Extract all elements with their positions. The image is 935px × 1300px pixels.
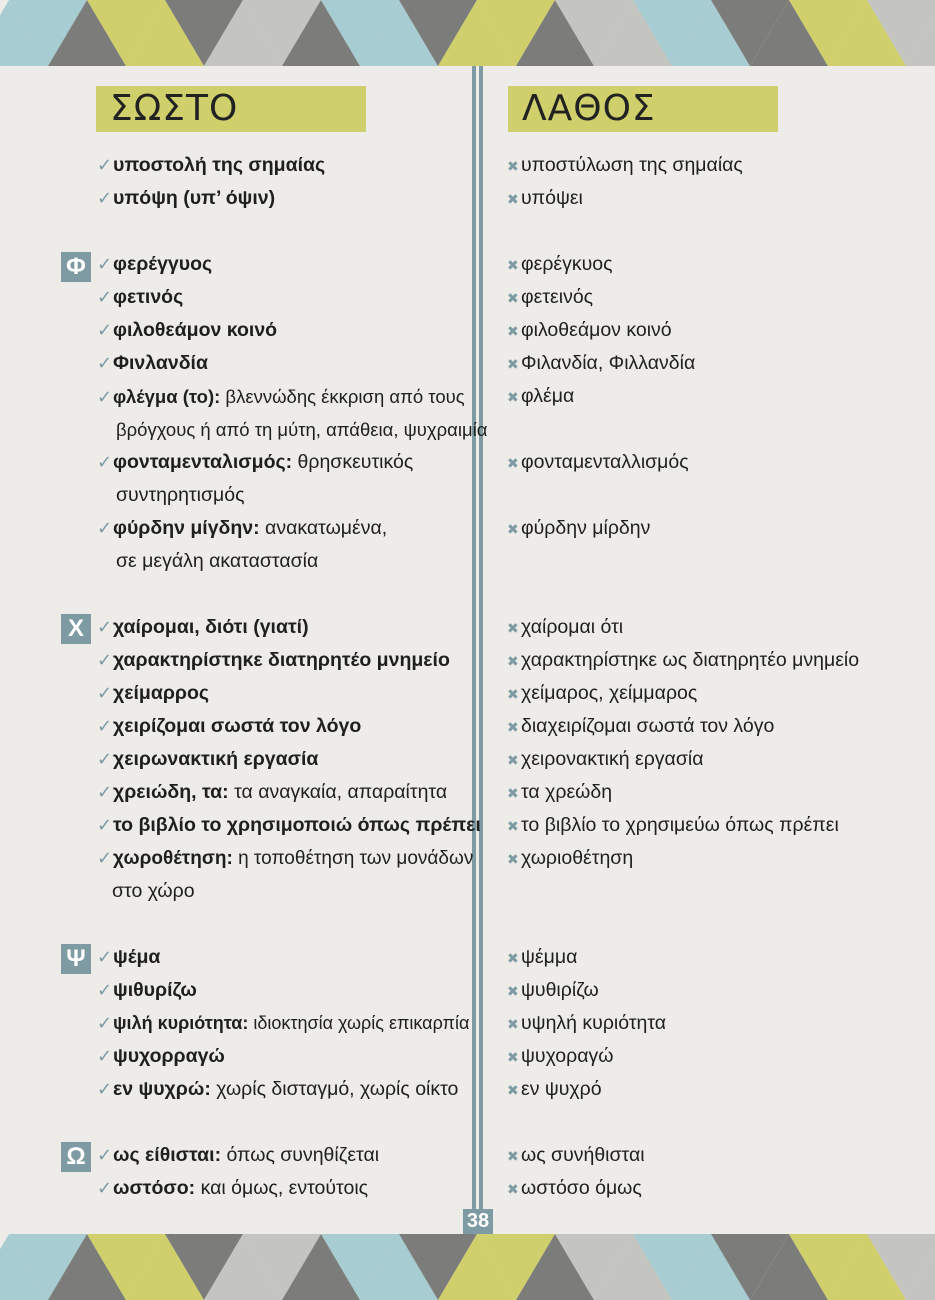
correct-definition: όπως συνηθίζεται bbox=[221, 1144, 380, 1166]
correct-term: υποστολή της σημαίας bbox=[113, 154, 326, 176]
correct-entry bbox=[97, 677, 209, 710]
wrong-term: ωστόσο όμως bbox=[521, 1177, 642, 1199]
wrong-term: φονταμενταλλισμός bbox=[521, 451, 689, 473]
correct-term: ψέμα bbox=[113, 946, 161, 968]
correct-entry bbox=[97, 776, 447, 809]
cross-icon: ✖ bbox=[507, 1082, 519, 1098]
wrong-term: διαχειρίζομαι σωστά τον λόγο bbox=[521, 715, 775, 737]
correct-entry bbox=[97, 809, 481, 842]
correct-entry bbox=[97, 611, 309, 644]
cross-icon: ✖ bbox=[507, 851, 519, 867]
wrong-entry bbox=[507, 281, 593, 315]
correct-term: χειρωνακτική εργασία bbox=[113, 748, 319, 770]
cross-icon: ✖ bbox=[507, 653, 519, 669]
section-letter-psi: Ψ bbox=[61, 944, 91, 974]
correct-entry bbox=[97, 512, 387, 545]
checkmark-icon: ✓ bbox=[97, 683, 113, 703]
wrong-term: φετεινός bbox=[521, 286, 594, 308]
wrong-entry bbox=[507, 710, 774, 744]
wrong-term: ψυχοραγώ bbox=[521, 1045, 614, 1067]
correct-column-header: ΣΩΣΤΟ bbox=[96, 86, 366, 132]
wrong-entry bbox=[507, 644, 859, 678]
cross-icon: ✖ bbox=[507, 785, 519, 801]
checkmark-icon: ✓ bbox=[97, 155, 113, 175]
correct-entry bbox=[97, 182, 275, 215]
wrong-entry bbox=[507, 512, 650, 546]
correct-term: ωστόσο: bbox=[113, 1177, 196, 1199]
correct-term: φερέγγυος bbox=[113, 253, 213, 275]
wrong-entry bbox=[507, 677, 697, 711]
wrong-entry bbox=[507, 809, 839, 843]
checkmark-icon: ✓ bbox=[97, 782, 113, 802]
wrong-term: υψηλή κυριότητα bbox=[521, 1012, 667, 1034]
wrong-entry bbox=[507, 776, 612, 810]
checkmark-icon: ✓ bbox=[97, 980, 113, 1000]
correct-term: χαρακτηρίστηκε διατηρητέο μνημείο bbox=[113, 649, 450, 671]
correct-entry bbox=[97, 974, 197, 1007]
correct-term: χαίρομαι, διότι (γιατί) bbox=[113, 616, 309, 638]
correct-term: εν ψυχρώ: bbox=[113, 1078, 211, 1100]
correct-term: Φινλανδία bbox=[113, 352, 208, 374]
correct-definition: η τοποθέτηση των μονάδων bbox=[232, 848, 474, 869]
correct-entry bbox=[97, 644, 450, 677]
wrong-entry bbox=[507, 182, 583, 216]
checkmark-icon: ✓ bbox=[97, 947, 113, 967]
checkmark-icon: ✓ bbox=[97, 815, 113, 835]
wrong-entry bbox=[507, 1139, 645, 1173]
checkmark-icon: ✓ bbox=[97, 1145, 113, 1165]
checkmark-icon: ✓ bbox=[97, 518, 113, 538]
correct-term: υπόψη (υπ’ όψιν) bbox=[113, 187, 276, 209]
correct-entry bbox=[97, 1040, 225, 1073]
wrong-entry bbox=[507, 611, 623, 645]
correct-definition: βλεννώδης έκκριση από τους bbox=[220, 386, 465, 407]
checkmark-icon: ✓ bbox=[97, 188, 113, 208]
correct-term: ψυχορραγώ bbox=[113, 1045, 225, 1067]
cross-icon: ✖ bbox=[507, 983, 519, 999]
wrong-entry bbox=[507, 1040, 613, 1074]
wrong-term: χείμαρος, χείμμαρος bbox=[521, 682, 698, 704]
wrong-entry bbox=[507, 446, 689, 480]
wrong-term: Φιλανδία, Φιλλανδία bbox=[521, 352, 696, 374]
section-letter-omega: Ω bbox=[61, 1142, 91, 1172]
checkmark-icon: ✓ bbox=[97, 749, 113, 769]
correct-definition: θρησκευτικός bbox=[292, 451, 414, 473]
correct-definition: χωρίς δισταγμό, χωρίς οίκτο bbox=[210, 1078, 459, 1100]
correct-entry bbox=[97, 1139, 379, 1172]
correct-term: φύρδην μίγδην: bbox=[113, 517, 260, 539]
wrong-entry bbox=[507, 149, 743, 183]
wrong-term: χειρονακτική εργασία bbox=[521, 748, 704, 770]
correct-definition: ιδιοκτησία χωρίς επικαρπία bbox=[248, 1013, 470, 1033]
checkmark-icon: ✓ bbox=[97, 452, 113, 472]
cross-icon: ✖ bbox=[507, 818, 519, 834]
correct-term: ψιλή κυριότητα: bbox=[113, 1013, 249, 1033]
wrong-entry bbox=[507, 842, 633, 876]
checkmark-icon: ✓ bbox=[97, 353, 113, 373]
correct-term: χωροθέτηση: bbox=[113, 848, 233, 869]
cross-icon: ✖ bbox=[507, 521, 519, 537]
checkmark-icon: ✓ bbox=[97, 1013, 113, 1033]
correct-entry bbox=[97, 281, 183, 314]
correct-definition: ανακατωμένα, bbox=[259, 517, 388, 539]
correct-entry bbox=[97, 941, 160, 974]
checkmark-icon: ✓ bbox=[97, 1178, 113, 1198]
cross-icon: ✖ bbox=[507, 290, 519, 306]
cross-icon: ✖ bbox=[507, 686, 519, 702]
correct-term: φετινός bbox=[113, 286, 184, 308]
correct-term: ψιθυρίζω bbox=[113, 979, 197, 1001]
cross-icon: ✖ bbox=[507, 455, 519, 471]
checkmark-icon: ✓ bbox=[97, 650, 113, 670]
wrong-term: εν ψυχρό bbox=[521, 1078, 602, 1100]
correct-definition: τα αναγκαία, απαραίτητα bbox=[228, 781, 448, 803]
cross-icon: ✖ bbox=[507, 257, 519, 273]
correct-definition: και όμως, εντούτοις bbox=[195, 1177, 369, 1199]
checkmark-icon: ✓ bbox=[97, 387, 113, 407]
cross-icon: ✖ bbox=[507, 389, 519, 405]
correct-entry bbox=[97, 149, 325, 182]
correct-entry bbox=[97, 248, 212, 281]
correct-definition-continued: σε μεγάλη ακαταστασία bbox=[116, 550, 319, 572]
wrong-term: ψέμμα bbox=[521, 946, 578, 968]
wrong-entry bbox=[507, 314, 672, 348]
checkmark-icon: ✓ bbox=[97, 254, 113, 274]
wrong-term: τα χρεώδη bbox=[521, 781, 613, 803]
correct-entry bbox=[97, 314, 277, 347]
wrong-entry bbox=[507, 1007, 666, 1041]
wrong-term: χωριοθέτηση bbox=[521, 847, 634, 869]
cross-icon: ✖ bbox=[507, 950, 519, 966]
cross-icon: ✖ bbox=[507, 752, 519, 768]
top-triangle-band bbox=[0, 0, 935, 66]
checkmark-icon: ✓ bbox=[97, 716, 113, 736]
wrong-entry bbox=[507, 1172, 642, 1206]
cross-icon: ✖ bbox=[507, 191, 519, 207]
correct-term: το βιβλίο το χρησιμοποιώ όπως πρέπει bbox=[113, 814, 481, 836]
correct-entry bbox=[97, 1073, 458, 1106]
cross-icon: ✖ bbox=[507, 356, 519, 372]
cross-icon: ✖ bbox=[507, 719, 519, 735]
correct-definition-continued: βρόγχους ή από τη μύτη, απάθεια, ψυχραιμία bbox=[116, 419, 488, 440]
checkmark-icon: ✓ bbox=[97, 287, 113, 307]
checkmark-icon: ✓ bbox=[97, 320, 113, 340]
wrong-term: το βιβλίο το χρησιμεύω όπως πρέπει bbox=[521, 814, 839, 836]
wrong-term: φλέμα bbox=[521, 385, 575, 407]
wrong-term: χαρακτηρίστηκε ως διατηρητέο μνημείο bbox=[521, 649, 860, 671]
correct-entry bbox=[97, 1007, 469, 1040]
correct-term: φιλοθεάμον κοινό bbox=[113, 319, 278, 341]
checkmark-icon: ✓ bbox=[97, 848, 113, 868]
wrong-entry bbox=[507, 974, 599, 1008]
correct-entry bbox=[97, 743, 318, 776]
cross-icon: ✖ bbox=[507, 1049, 519, 1065]
correct-term: χρειώδη, τα: bbox=[113, 781, 229, 803]
cross-icon: ✖ bbox=[507, 620, 519, 636]
correct-term: χειρίζομαι σωστά τον λόγο bbox=[113, 715, 362, 737]
wrong-term: υπόψει bbox=[521, 187, 583, 209]
wrong-term: ψυθιρίζω bbox=[521, 979, 599, 1001]
wrong-term: φύρδην μίρδην bbox=[521, 517, 651, 539]
wrong-term: φερέγκυος bbox=[521, 253, 613, 275]
cross-icon: ✖ bbox=[507, 1016, 519, 1032]
wrong-term: χαίρομαι ότι bbox=[521, 616, 624, 638]
wrong-entry bbox=[507, 347, 695, 381]
cross-icon: ✖ bbox=[507, 1181, 519, 1197]
correct-entry bbox=[97, 380, 465, 414]
correct-entry bbox=[97, 446, 413, 479]
wrong-term: υποστύλωση της σημαίας bbox=[521, 154, 743, 176]
cross-icon: ✖ bbox=[507, 1148, 519, 1164]
correct-entry bbox=[97, 710, 361, 743]
cross-icon: ✖ bbox=[507, 323, 519, 339]
wrong-entry bbox=[507, 380, 574, 414]
correct-definition-continued: συντηρητισμός bbox=[116, 484, 245, 506]
wrong-entry bbox=[507, 743, 703, 777]
wrong-entry bbox=[507, 1073, 602, 1107]
page-number: 38 bbox=[463, 1209, 493, 1234]
checkmark-icon: ✓ bbox=[97, 617, 113, 637]
checkmark-icon: ✓ bbox=[97, 1046, 113, 1066]
section-letter-chi: Χ bbox=[61, 614, 91, 644]
wrong-term: φιλοθεάμον κοινό bbox=[521, 319, 672, 341]
correct-term: χείμαρρος bbox=[113, 682, 209, 704]
section-letter-phi: Φ bbox=[61, 252, 91, 282]
correct-term: φλέγμα (το): bbox=[113, 386, 221, 407]
column-divider bbox=[472, 66, 484, 1234]
correct-entry bbox=[97, 347, 208, 380]
wrong-term: ως συνήθισται bbox=[521, 1144, 645, 1166]
correct-term: ως είθισται: bbox=[113, 1144, 222, 1166]
wrong-column-header: ΛΑΘΟΣ bbox=[508, 86, 778, 132]
cross-icon: ✖ bbox=[507, 158, 519, 174]
correct-definition-continued: στο χώρο bbox=[112, 880, 195, 902]
checkmark-icon: ✓ bbox=[97, 1079, 113, 1099]
wrong-entry bbox=[507, 248, 613, 282]
correct-entry bbox=[97, 842, 473, 875]
bottom-triangle-band bbox=[0, 1234, 935, 1300]
wrong-entry bbox=[507, 941, 577, 975]
correct-entry bbox=[97, 1172, 368, 1205]
correct-term: φονταμενταλισμός: bbox=[113, 451, 293, 473]
